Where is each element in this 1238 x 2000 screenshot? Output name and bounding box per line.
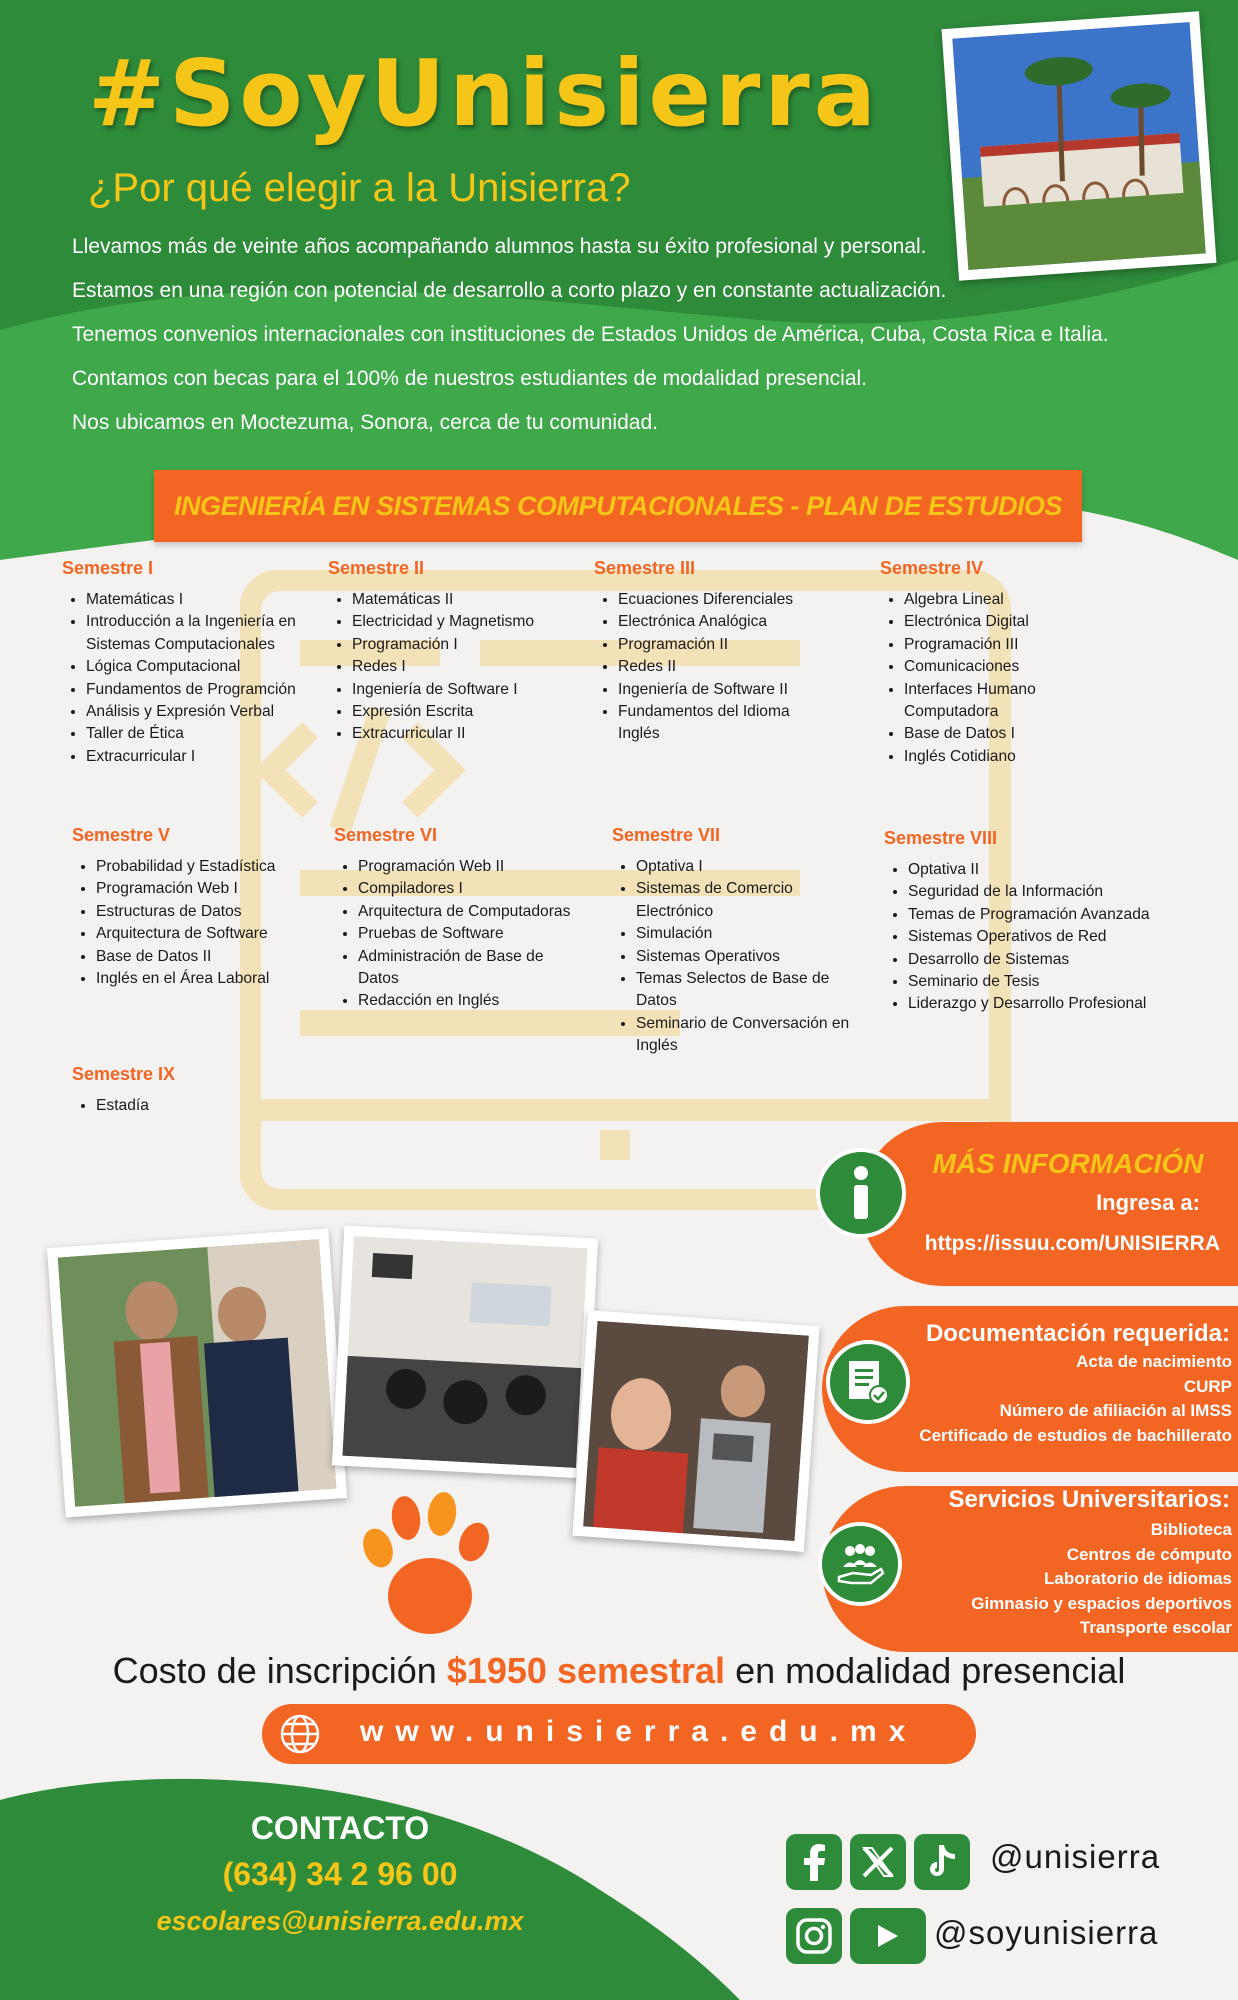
service-item: Biblioteca [1150,1520,1232,1539]
subject-item: • Sistemas Operativos de Red [908,926,1204,948]
subject-item: • Ecuaciones Diferenciales [618,589,834,611]
campus-photo [942,11,1217,280]
semester-title: Semestre VIII [884,828,998,848]
subject-item: • Algebra Lineal [904,589,1100,611]
document-item: Número de afiliación al IMSS [999,1401,1232,1421]
contact-title: CONTACTO [250,1810,430,1846]
subject-item: • Introducción a la Ingeniería en Sistemas Computacionales [86,611,312,656]
students-photo [47,1228,347,1517]
subject-item: • Optativa I [636,856,852,878]
reason-item: Estamos en una región con potencial de desarrollo a corto plazo y en constante actualización. [72,279,947,302]
youtube-icon[interactable] [850,1908,926,1964]
subject-item: • Temas Selectos de Base de Datos [636,968,852,1013]
tiktok-icon[interactable] [914,1834,970,1890]
service-item: Transporte escolar [1079,1618,1232,1638]
contact-phone[interactable]: (634) 34 2 96 00 [222,1856,458,1892]
documents-title: Documentación requerida: [925,1320,1230,1347]
subject-item: • Programación III [904,634,1100,656]
cost-prefix: Costo de inscripción [112,1650,437,1691]
subject-item: • Redes I [352,656,578,678]
subject-item: • Electricidad y Magnetismo [352,611,578,633]
info-title: MÁS INFORMACIÓN [932,1148,1204,1179]
social-handle-2: @soyunisierra [934,1914,1159,1951]
subject-item: • Seguridad de la Información [908,881,1204,903]
computer-lab-photo [332,1226,598,1479]
semester-title: Semestre V [72,825,171,845]
paw-logo-icon [356,1484,496,1640]
globe-icon [278,1712,322,1756]
subject-item: • Liderazgo y Desarrollo Profesional [908,993,1204,1015]
service-item: Gimnasio y espacios deportivos [971,1593,1232,1613]
subject-item: • Compiladores I [358,878,584,900]
subject-item: • Seminario de Tesis [908,971,1204,993]
subject-item: • Extracurricular I [86,746,312,768]
subject-item: • Desarrollo de Sistemas [908,949,1204,971]
semester-1 [62,558,312,768]
service-item: Centros de cómputo [1066,1544,1232,1564]
subject-item: • Ingeniería de Software II [618,679,834,701]
semester-6 [334,825,584,1013]
services-title: Servicios Universitarios: [948,1486,1230,1513]
subject-item: • Programación II [618,634,834,656]
social-handle-1: @unisierra [990,1838,1161,1875]
subject-item: • Fundamentos del Idioma Inglés [618,701,834,746]
subject-item: • Optativa II [908,859,1204,881]
document-item: Certificado de estudios de bachillerato [919,1425,1232,1445]
info-subtitle: Ingresa a: [1096,1190,1200,1215]
subject-item: • Base de Datos II [96,946,322,968]
subject-item: • Interfaces Humano Computadora [904,679,1100,724]
subject-item: • Seminario de Conversación en Inglés [636,1013,852,1058]
subject-item: • Comunicaciones [904,656,1100,678]
reason-item: Nos ubicamos en Moctezuma, Sonora, cerca de tu comunidad. [72,411,658,434]
subject-item: • Matemáticas I [86,589,312,611]
subject-item: • Redes II [618,656,834,678]
documents-list [870,1350,1232,1448]
semester-5 [72,825,322,990]
semester-title: Semestre IV [880,558,984,578]
subject-item: • Electrónica Digital [904,611,1100,633]
plan-title: INGENIERÍA EN SISTEMAS COMPUTACIONALES - PLAN DE ESTUDIOS [173,490,1063,521]
subject-item: • Programación Web II [358,856,584,878]
hashtag-title: #SoyUnisierra [88,40,880,147]
semester-title: Semestre VII [612,825,721,845]
enrollment-cost [0,1650,1238,1692]
semester-title: Semestre II [328,558,425,578]
semester-7 [612,825,852,1058]
info-url-link[interactable]: https://issuu.com/UNISIERRA [924,1232,1220,1255]
subject-item: • Arquitectura de Computadoras [358,901,584,923]
semester-title: Semestre I [62,558,154,578]
reason-item: Tenemos convenios internacionales con instituciones de Estados Unidos de América, Cuba, Costa Rica e Italia. [72,323,1109,346]
facebook-icon[interactable] [786,1834,842,1890]
subject-item: • Matemáticas II [352,589,578,611]
semester-4 [880,558,1100,768]
subject-item: • Simulación [636,923,852,945]
plan-banner [154,470,1082,542]
subject-item: • Inglés en el Área Laboral [96,968,322,990]
subject-item: • Taller de Ética [86,723,312,745]
service-item: Laboratorio de idiomas [1044,1569,1232,1589]
robotics-photo [572,1310,819,1552]
subject-item: • Redacción en Inglés [358,990,584,1012]
subject-item: • Programación Web I [96,878,322,900]
semester-8 [884,828,1204,1016]
subject-item: • Análisis y Expresión Verbal [86,701,312,723]
reason-item: Llevamos más de veinte años acompañando alumnos hasta su éxito profesional y personal. [72,235,927,258]
semester-title: Semestre III [594,558,696,578]
subject-item: • Base de Datos I [904,723,1100,745]
cost-price: $1950 semestral [446,1650,726,1691]
subject-item: • Electrónica Analógica [618,611,834,633]
document-item: CURP [1183,1376,1232,1396]
subject-item: • Ingeniería de Software I [352,679,578,701]
subject-item: • Estadía [96,1095,322,1117]
subject-item: • Pruebas de Software [358,923,584,945]
reason-item: Contamos con becas para el 100% de nuestros estudiantes de modalidad presencial. [72,367,867,390]
subject-item: • Fundamentos de Programción [86,679,312,701]
semester-9 [72,1064,322,1117]
semester-title: Semestre IX [72,1064,176,1084]
info-icon [816,1148,906,1238]
subject-item: • Sistemas de Comercio Electrónico [636,878,852,923]
x-twitter-icon[interactable] [850,1834,906,1890]
contact-email[interactable]: escolares@unisierra.edu.mx [156,1906,524,1936]
why-heading: ¿Por qué elegir a la Unisierra? [88,166,631,210]
subject-item: • Estructuras de Datos [96,901,322,923]
subject-item: • Lógica Computacional [86,656,312,678]
subject-item: • Probabilidad y Estadística [96,856,322,878]
instagram-icon[interactable] [786,1908,842,1964]
subject-item: • Extracurricular II [352,723,578,745]
subject-item: • Expresión Escrita [352,701,578,723]
semester-3 [594,558,834,746]
subject-item: • Temas de Programación Avanzada [908,904,1204,926]
subject-item: • Programación I [352,634,578,656]
cost-suffix: en modalidad presencial [735,1650,1126,1691]
services-list [870,1518,1232,1641]
semester-2 [328,558,578,746]
document-item: Acta de nacimiento [1076,1352,1232,1371]
subject-item: • Arquitectura de Software [96,923,322,945]
subject-item: • Sistemas Operativos [636,946,852,968]
subject-item: • Administración de Base de Datos [358,946,584,991]
website-link[interactable]: www.unisierra.edu.mx [360,1715,918,1748]
semester-title: Semestre VI [334,825,438,845]
subject-item: • Inglés Cotidiano [904,746,1100,768]
